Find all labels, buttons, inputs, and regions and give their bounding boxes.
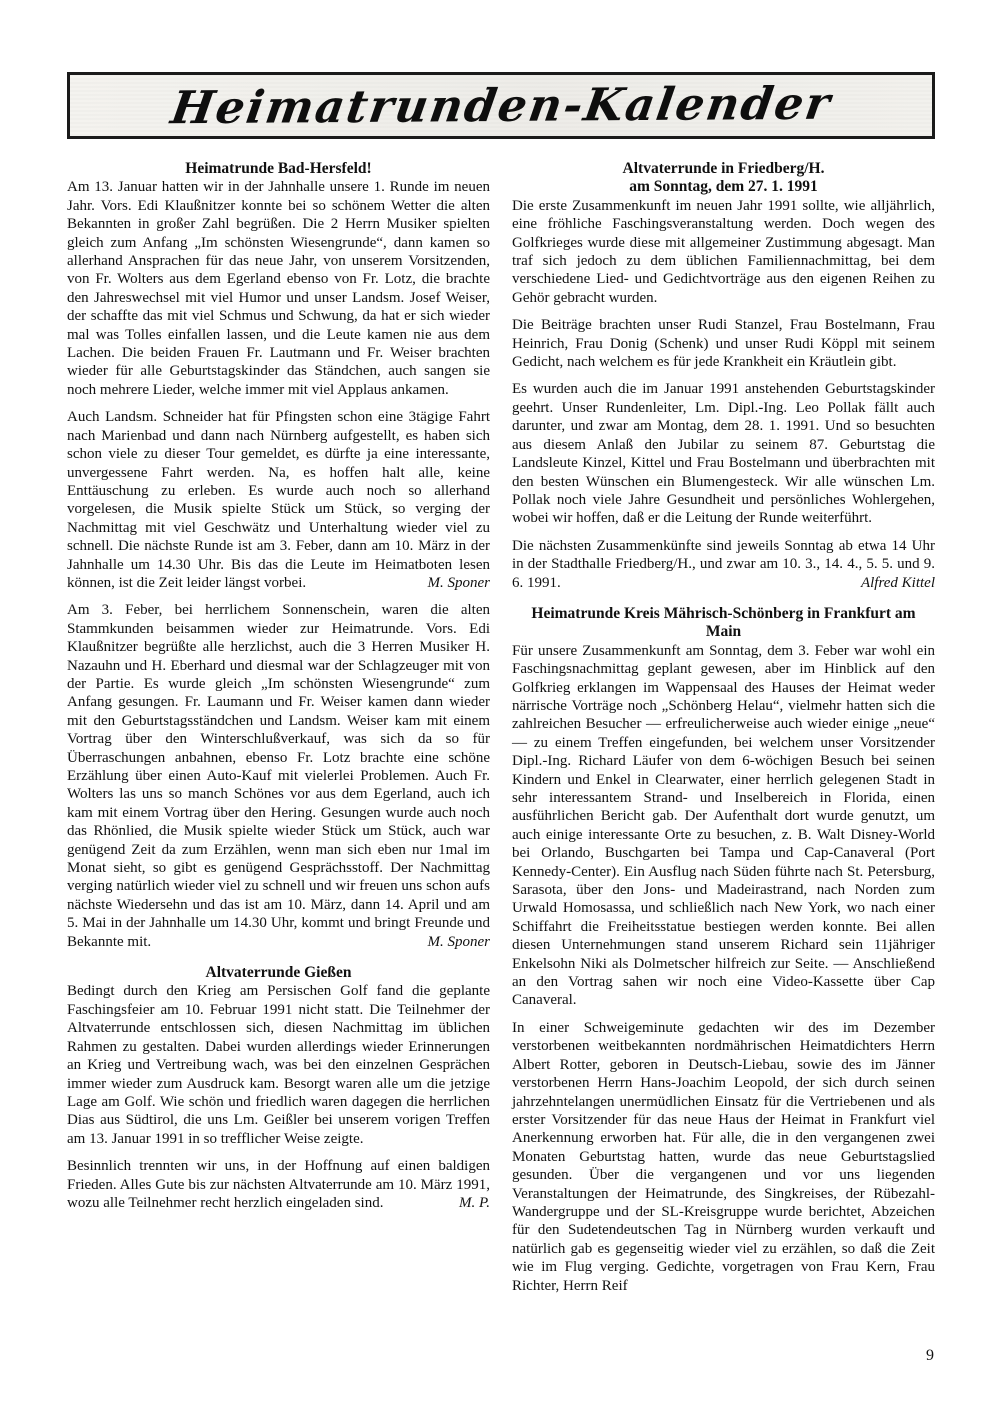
heading-frankfurt: Heimatrunde Kreis Mährisch-Schönberg in Frankfurt am Main bbox=[531, 604, 916, 641]
right-column bbox=[512, 160, 935, 1304]
left-column bbox=[67, 160, 490, 1304]
paragraph bbox=[67, 601, 490, 951]
paragraph: Die erste Zusammenkunft im neuen Jahr 1991 sollte, wie alljährlich, eine fröhliche Faschingsveranstaltung werden. Doch wegen des Golfkrieges wurde diese mit allgemeiner Zustimmung abgesagt. Man traf sich jedoch zu dem üblichen Familiennachmittag, bei dem verschiedene Lied- und Gedichtvorträge aus den eigenen Reihen zu Gehör gebracht wurden. bbox=[512, 197, 935, 306]
paragraph bbox=[512, 537, 935, 592]
heading-line-2: am Sonntag, dem 27. 1. 1991 bbox=[629, 178, 818, 196]
paragraph bbox=[67, 408, 490, 592]
paragraph-text: Besinnlich trennten wir uns, in der Hoffnung auf einen baldigen Frieden. Alles Gute bis zur nächsten Altvaterrunde am 10. März 1991, wozu alle Teilnehmer recht herzlich eingeladen sind. bbox=[67, 1158, 490, 1211]
paragraph: Am 13. Januar hatten wir in der Jahnhalle unsere 1. Runde im neuen Jahr. Vors. Edi Klaußnitzer konnte bei so schönem Wetter die alten Bekannten in großer Zahl begrüßen. Die 2 Herrn Musiker spielten gleich zum Anfang „Im schönsten Wiesengrunde“, dann kamen so allerhand Ansprachen für das neue Jahr, von unserem Vorsitzenden, von Fr. Wolters aus dem Egerland ebenso von Fr. Lotz, die brachte den Jahreswechsel mit viel Humor und unser Landsm. Josef Weiser, der schaffte das mit viel Schmus und Schwung, da hat er sich wieder mal was Tolles einfallen lassen, und die Leute kamen nie aus dem Lachen. Die beiden Frauen Fr. Lautmann und Fr. Weiser brachten wieder für alle Geburtstagskinder das Ständchen, auch sangen sie noch mehrere Lieder, welche immer mit viel Applaus ankamen. bbox=[67, 179, 490, 398]
paragraph: Die Beiträge brachten unser Rudi Stanzel, Frau Bostelmann, Frau Heinrich, Frau Donig (Schenk) und unser Rudi Köppl mit seinem Gedicht, nach welchem es für jede Krankheit ein Kräutlein gibt. bbox=[512, 317, 935, 371]
paragraph-text: Die nächsten Zusammenkünfte sind jeweils Sonntag ab etwa 14 Uhr in der Stadthalle Friedberg/H., und zwar am 10. 3., 14. 4., 5. 5. und 9. 6. 1991. bbox=[512, 537, 935, 591]
heading-giessen: Altvaterrunde Gießen bbox=[205, 964, 352, 982]
signature: M. P. bbox=[459, 1194, 490, 1211]
paragraph: Bedingt durch den Krieg am Persischen Golf fand die geplante Faschingsfeier am 10. Februar 1991 nicht statt. Die Teilnehmer der Altvaterrunde entschlossen sich, diesen Nachmittag im üblichen Rahmen zu gestalten. Dabei wurden allerdings wieder Erinnerungen an Krieg und Vertreibung wach, was bei den einzelnen Gesprächen immer wieder zum Ausdruck kam. Besorgt waren alle um die jetzige Lage am Golf. Wie schön und friedlich waren dagegen die herrlichen Dias aus Südtirol, die uns Lm. Geißler bei unserem vorigen Treffen am 13. Januar 1991 in so trefflicher Weise zeigte. bbox=[67, 983, 490, 1147]
paragraph-text: Auch Landsm. Schneider hat für Pfingsten schon eine 3tägige Fahrt nach Marienbad und dann nach Nürnberg aufgestellt, es haben sich schon viele zu dieser Tour gemeldet, es dürfte ja eine interessante, unvergessene Fahrt werden. Na, es hoffen halt alle, keine Enttäuschung zu erleben. Es wurde auch noch so allerhand vorgelesen, die Musik spielte Stück um Stück, so verging der Nachmittag mit viel Geschwätz und Unterhaltung wieder viel zu schnell. Die nächste Runde ist am 3. Feber, dann am 10. März in der Jahnhalle um 14.30 Uhr. Bis das die Leute im Heimatboten lesen können, ist die Zeit leider längst vorbei. bbox=[67, 409, 490, 591]
signature: M. Sponer bbox=[427, 574, 490, 591]
two-column-layout bbox=[67, 160, 935, 1304]
paragraph bbox=[67, 1157, 490, 1212]
page-banner-title: Heimatrunden-Kalender bbox=[167, 76, 835, 135]
heading-friedberg bbox=[512, 160, 935, 197]
heading-line-1: Altvaterrunde in Friedberg/H. bbox=[622, 160, 825, 177]
paragraph: Für unsere Zusammenkunft am Sonntag, dem 3. Feber war wohl ein Faschingsnachmittag geplant gewesen, aber im Hinblick auf den Golfkrieg erklangen im Wappensaal des Hauses der Heimat weder närrische Vorträge noch „Schönberg Helau“, vielmehr hatten sich die zahlreichen Besucher — erfreulicherweise auch wieder einige „neue“ — zu einem Treffen eingefunden, bei welchem unser Vorsitzender Dipl.-Ing. Richard Läufer von dem 6-wöchigen Besuch bei seinen Kindern und Enkel in Clearwater, einer herrlich gelegenen Stadt in sehr interessantem Strand- und Inselbereich in Florida, einen ausführlichen Bericht gab. Der Aufenthalt dort wurde genutzt, um auch einige interessante Orte zu besuchen, z. B. Walt Disney-World bei Orlando, Buschgarten bei Tampa und Cap-Canaveral (Port Kennedy-Center). Ein Ausflug nach Süden führte nach St. Petersburg, Sarasota, über den Jons- und Madeirastrand, nach Norden zum Urwald Homosassa, und schließlich nach New York, wo nach einer Schiffahrt die Freiheitsstatue bestiegen werden konnte. Bei allen diesen Unternehmungen stand unserem Richard sein 11jähriger Enkelsohn Niki als Dolmetscher hilfreich zur Seite. — Anschließend an den Vortrag sahen wir noch eine Video-Kassette über Cap Canaveral. bbox=[512, 642, 935, 1009]
paragraph-text: Am 3. Feber, bei herrlichem Sonnenschein, waren die alten Stammkunden beisammen wieder zur Heimatrunde. Vors. Edi Klaußnitzer begrüßte alle herzlichst, auch die 3 Herren Musiker H. Nazauhn und H. Eberhard und diesmal war der Schlagzeuger mit von der Partie. Es wurde gleich „Im schönsten Wiesengrunde“ zum Anfang gesungen. Fr. Laumann und Fr. Weiser kamen dann wieder mit den Geburtstagsständchen und Landsm. Weiser kam mit einem Vortrag über den Winterschlußverkauf, was sich da so für Überraschungen anbahnen, ebenso Fr. Lotz brachte eine schöne Erzählung über einen Auto-Kauf mit vielerlei Problemen. Auch Fr. Wolters las uns so manch Schönes vor aus dem Egerland, auch ich kam mit einem Vortrag über den Hering. Gesungen wurde auch noch das Rhönlied, die Musik spielte wieder Stück um Stück, auch war genügend Zeit da zum Erzählen, wenn man sich eben nur 1mal im Monat sieht, so gibt es genügend Gesprächsstoff. Der Nachmittag verging natürlich wieder viel zu schnell und wir freuen uns schon aufs nächste Wiedersehn und das ist am 10. März, dann 14. April und am 5. Mai in der Jahnhalle um 14.30 Uhr, kommt und bringt Freunde und Bekannte mit. bbox=[67, 602, 490, 950]
page-number: 9 bbox=[926, 1347, 934, 1364]
heading-bad-hersfeld: Heimatrunde Bad-Hersfeld! bbox=[185, 160, 372, 177]
signature: Alfred Kittel bbox=[860, 574, 935, 591]
paragraph: In einer Schweigeminute gedachten wir des im Dezember verstorbenen weitbekannten nordmährischen Heimatdichters Herrn Albert Rotter, geboren in Deutsch-Liebau, sowie des im Jänner verstorbenen Herrn Hans-Joachim Leopold, der sich durch seinen jahrzehntelangen unermüdlichen Einsatz für die Vertriebenen und als erster Vorsitzender für das neue Haus der Heimat in Frankfurt viel Anerkennung erworben hat. Für alle, die in den vergangenen zwei Monaten Geburtstag hatten, wurde das neue Geburtstagslied gesunden. Über die vergangenen und vor uns liegenden Veranstaltungen der Heimatrunde, des Singkreises, der Rübezahl-Wandergruppe und der SL-Kreisgruppe wurde berichtet, Abzeichen für den Sudetendeutschen Tag in Nürnberg wurden verkauft und natürlich gab es gegenseitig wieder viel zu erzählen, so daß die Zeit wie im Flug verging. Gedichte, vorgetragen von Frau Kern, Frau Richter, Herrn Reif bbox=[512, 1019, 935, 1294]
calendar-banner bbox=[67, 72, 935, 139]
paragraph: Es wurden auch die im Januar 1991 anstehenden Geburtstagskinder geehrt. Unser Rundenleiter, Lm. Dipl.-Ing. Leo Pollak fällt auch darunter, und zwar am Montag, dem 28. 1. 1991. Und so besuchten aus diesem Anlaß den Jubilar zu seinem 87. Geburtstag die Landsleute Kinzel, Kittel und Frau Bostelmann und überbrachten mit den besten Wünschen ein Blumengesteck. Wir alle wünschen Lm. Pollak noch viele Jahre Gesundheit und persönliches Wohlergehen, wobei wir hoffen, daß er die Leitung der Runde weiterführt. bbox=[512, 381, 935, 527]
signature: M. Sponer bbox=[427, 933, 490, 950]
